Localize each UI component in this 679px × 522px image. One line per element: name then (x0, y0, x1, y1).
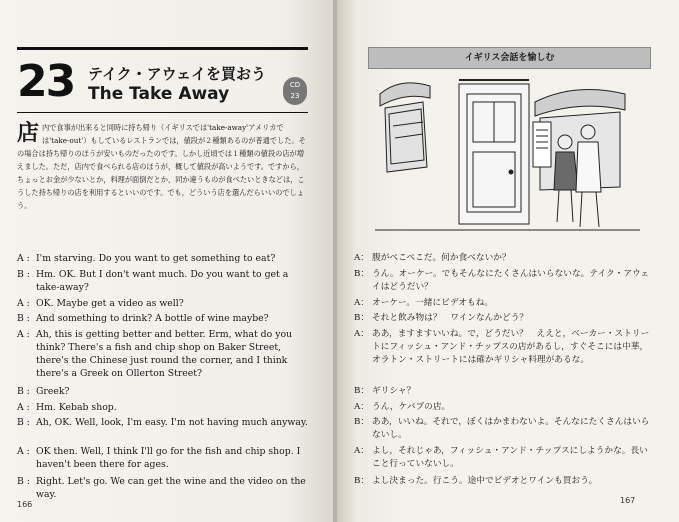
translation-line-9 (354, 445, 654, 471)
speaker-label: B : (17, 386, 30, 397)
section-header (368, 47, 651, 69)
dialogue-text: Hm. Kebab shop. (36, 402, 117, 413)
speaker-label: B : (17, 417, 30, 428)
speaker-label: A : (17, 329, 30, 340)
dialogue-text: I'm starving. Do you want to get something to eat? (36, 253, 276, 264)
dialogue-text: Ah, this is getting better and better. Erm, what do you think? There's a fish and chip shop on Baker Street, there's the Chinese just round the corner, and I think there's a Greek on Ollerton Street? (36, 329, 293, 379)
lesson-title-japanese: テイク・アウェイを買おう (88, 65, 267, 83)
speaker-label: A： (354, 446, 369, 456)
translation-line-10 (354, 475, 654, 488)
translation-line-4 (354, 312, 654, 325)
dialogue-line-1 (17, 252, 309, 265)
intro-paragraph (17, 121, 307, 212)
translation-line-2 (354, 268, 654, 294)
cd-track-badge (283, 77, 307, 105)
speaker-label: A : (17, 446, 30, 457)
dialogue-text: Greek? (36, 386, 70, 397)
dialogue-line-7 (17, 401, 309, 414)
lesson-number: 23 (17, 56, 75, 107)
speaker-label: B： (354, 269, 370, 279)
dialogue-line-3 (17, 297, 309, 310)
translation-line-1 (354, 252, 654, 265)
speaker-label: B： (354, 386, 370, 396)
speaker-label: A： (354, 402, 369, 412)
dialogue-line-4 (17, 312, 309, 325)
dialogue-text: Hm. OK. But I don't want much. Do you want to get a take-away? (36, 269, 289, 293)
translation-text: 腹がぺこぺこだ。何か食べないか？ (372, 253, 511, 263)
title-top-rule (17, 47, 308, 50)
dialogue-text: OK then. Well, I think I'll go for the fish and chip shop. I haven't been there for ages. (36, 446, 301, 470)
translation-text: よし，それじゃあ，フィッシュ・アンド・チップスにしようかな。長いこと行っていないし。 (372, 446, 648, 469)
left-page (0, 0, 336, 522)
speaker-label: B : (17, 269, 30, 280)
translation-text: ああ，いいね。それで，ぼくはかまわないよ。そんなにたくさんはいらないし。 (372, 417, 650, 440)
speaker-label: A : (17, 253, 30, 264)
speaker-label: B : (17, 313, 30, 324)
translation-line-3 (354, 297, 654, 310)
intro-text: 内で食事が出来ると同時に持ち帰り（イギリスでは'take-away'アメリカでは'take-out'）もしているレストランでは，値段が２種類あるのが普通でした。その場合は持ち帰りのほうが安いものだったのです。しかし近頃では１種類の値段の店が増えました。ただ，店内で食べられる店のほうが，概して値段が高いようです。ですから，ちょっとお金が少ないとか，料理が面倒だとか，同か違うものが食べたいときなどは，こうした持ち帰りの店を利用するといいのです。でも，どういう店を選んだらいいのでしょう。 (17, 123, 306, 210)
dialogue-text: OK. Maybe get a video as well? (36, 298, 184, 309)
speaker-label: A： (354, 329, 369, 339)
speaker-label: B： (354, 313, 370, 323)
page-number: 167 (620, 496, 636, 505)
speaker-label: B： (354, 476, 370, 486)
page-number: 166 (17, 500, 33, 509)
intro-dropcap: 店 (17, 120, 40, 146)
translation-text: うん。オーケー。でもそんなにたくさんはいらないな。テイク・アウェイはどうだい？ (372, 269, 650, 292)
speaker-label: A : (17, 402, 30, 413)
dialogue-line-6 (17, 385, 309, 398)
translation-text: オーケー。一緒にビデオもね。 (372, 298, 494, 308)
title-bottom-rule (17, 112, 308, 113)
speaker-label: B： (354, 417, 370, 427)
speaker-label: A : (17, 298, 30, 309)
dialogue-line-9 (17, 445, 309, 471)
translation-line-8 (354, 416, 654, 442)
dialogue-line-5 (17, 328, 309, 380)
dialogue-text: Ah, OK. Well, look, I'm easy. I'm not having much anyway. (36, 417, 308, 428)
cd-label: CD (289, 81, 301, 89)
dialogue-text: And something to drink? A bottle of wine maybe? (36, 313, 269, 324)
translation-text: ギリシャ？ (372, 386, 416, 396)
translation-text: それと飲み物は？ ワインなんかどう？ (372, 313, 529, 323)
dialogue-text: Right. Let's go. We can get the wine and the video on the way. (36, 476, 306, 500)
translation-text: ああ，ますますいいね。で，どうだい？ ええと，ベーカー・ストリートにフィッシュ・アンド・チップスの店があるし，すぐそこには中華，オラトン・ストリートには確かギリシャ料理があるな。 (372, 329, 650, 365)
shopfront-illustration (375, 72, 640, 237)
translation-text: うん，ケバブの店。 (372, 402, 451, 412)
translation-line-6 (354, 385, 654, 398)
translation-text: よし決まった。行こう。途中でビデオとワインも買おう。 (372, 476, 598, 486)
cd-track-number: 23 (290, 92, 300, 100)
dialogue-line-8 (17, 416, 309, 429)
speaker-label: A： (354, 253, 369, 263)
dialogue-line-2 (17, 268, 309, 294)
lesson-title-english: The Take Away (88, 84, 230, 104)
speaker-label: B : (17, 476, 30, 487)
section-title: イギリス会話を愉しむ (464, 53, 555, 63)
translation-line-5 (354, 328, 654, 367)
dialogue-line-10 (17, 475, 309, 501)
speaker-label: A： (354, 298, 369, 308)
translation-line-7 (354, 401, 654, 414)
